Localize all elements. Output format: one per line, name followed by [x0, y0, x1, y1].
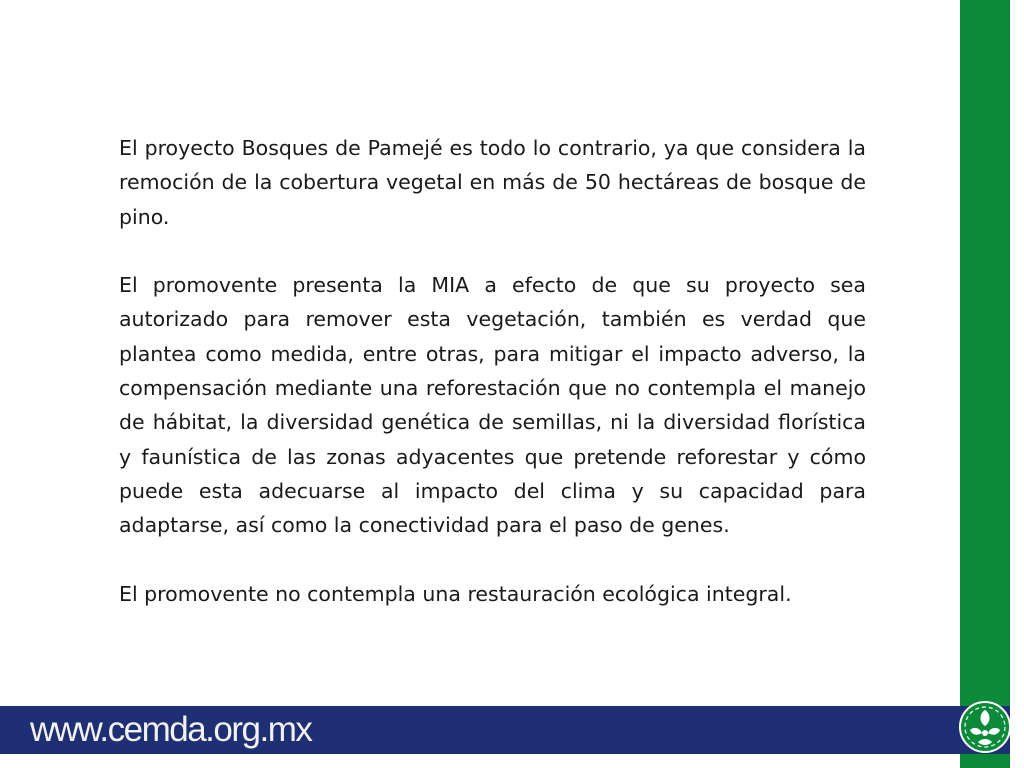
- slide-body: [119, 131, 866, 611]
- paragraph-3: El promovente no contempla una restauración ecológica integral.: [119, 581, 792, 606]
- green-side-bar: [960, 0, 1010, 768]
- footer-bar: [0, 706, 1010, 754]
- cemda-logo-icon: [958, 700, 1012, 754]
- paragraph-1: El proyecto Bosques de Pamejé es todo lo contrario, ya que considera la remoción de la cobertura vegetal en más de 50 hectáreas de bosque de pino.: [119, 136, 866, 229]
- paragraph-2: El promovente presenta la MIA a efecto de que su proyecto sea autorizado para remover esta vegetación, también es verdad que plantea como medida, entre otras, para mitigar el impacto adverso, la compensación mediante una reforestación que no contempla el manejo de hábitat, la diversidad genética de semillas, ni la diversidad florística y faunística de las zonas adyacentes que pretende reforestar y cómo puede esta adecuarse al impacto del clima y su capacidad para adaptarse, así como la conectividad para el paso de genes.: [119, 273, 866, 538]
- footer-url: www.cemda.org.mx: [30, 710, 312, 749]
